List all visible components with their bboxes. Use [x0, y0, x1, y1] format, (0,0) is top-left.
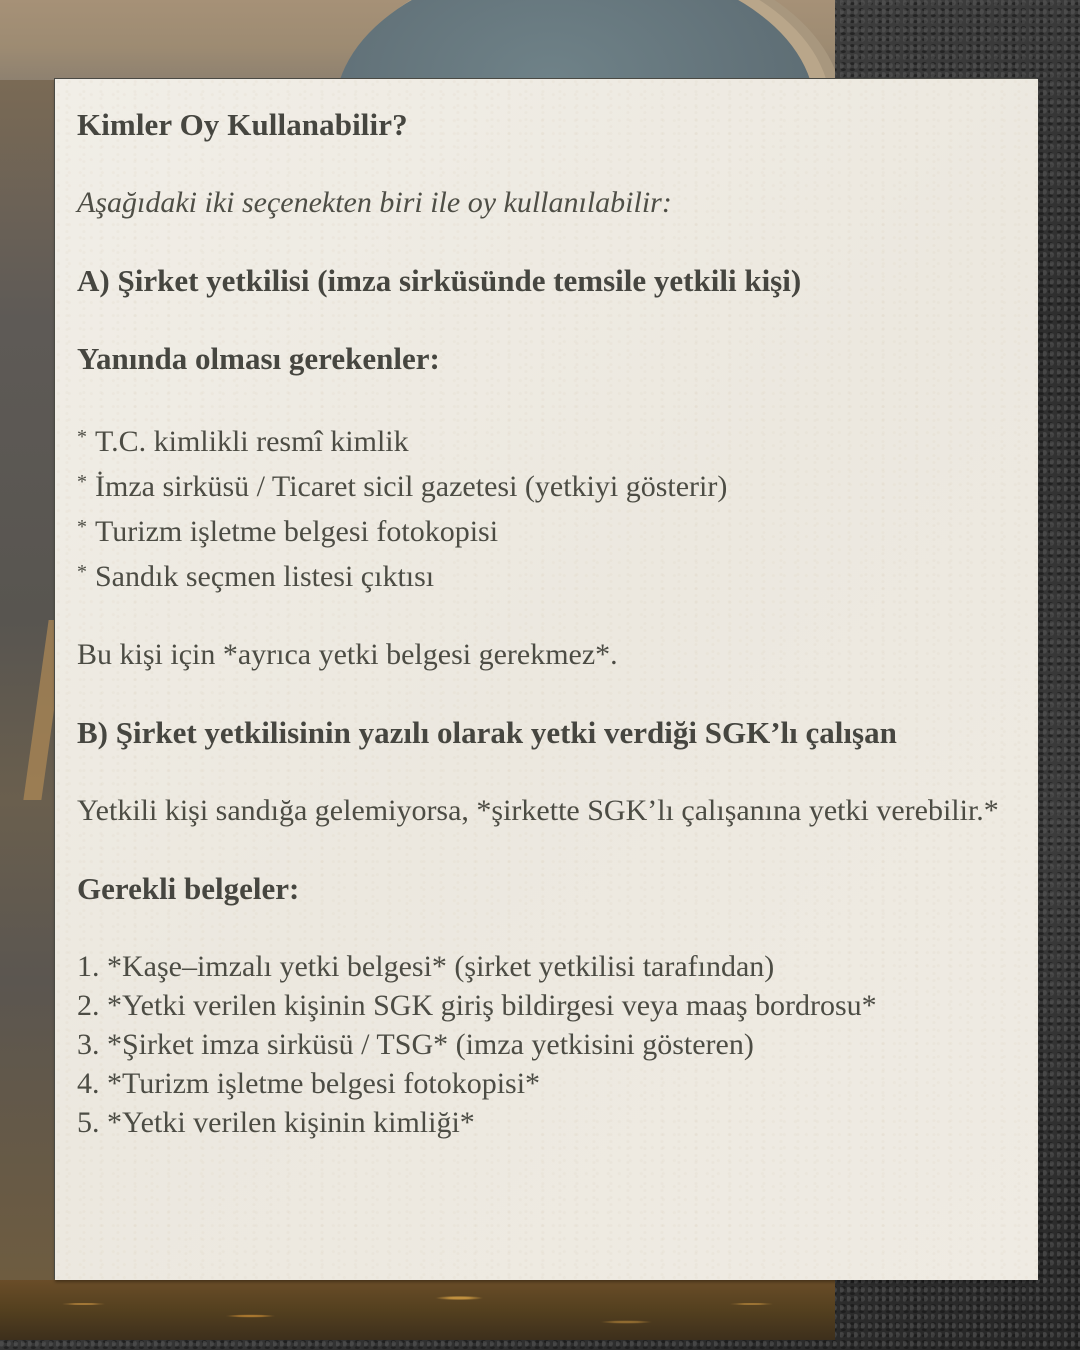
list-item-text: İmza sirküsü / Ticaret sicil gazetesi (yetkiyi gösterir) — [95, 470, 728, 503]
shrubs-strip — [0, 1280, 835, 1340]
docs-heading: Gerekli belgeler: — [77, 871, 300, 906]
option-b-heading: B) Şirket yetkilisinin yazılı olarak yetki verdiği SGK’lı çalışan — [77, 715, 897, 750]
option-a-note: Bu kişi için *ayrıca yetki belgesi gerekmez*. — [77, 638, 618, 671]
list-item — [77, 417, 1016, 462]
intro-text: Aşağıdaki iki seçenekten biri ile oy kullanılabilir: — [77, 186, 672, 219]
asterisk-icon: * — [77, 471, 87, 493]
rock-formation — [0, 80, 60, 1280]
list-item — [77, 552, 1016, 597]
option-b-paragraph: Yetkili kişi sandığa gelemiyorsa, *şirkette SGK’lı çalışanına yetki verebilir.* — [77, 794, 999, 827]
required-docs-list — [77, 947, 1016, 1142]
list-item — [77, 462, 1016, 507]
list-item: 2. *Yetki verilen kişinin SGK giriş bildirgesi veya maaş bordrosu* — [77, 989, 877, 1022]
list-item-text: T.C. kimlikli resmî kimlik — [95, 425, 409, 458]
asterisk-icon: * — [77, 561, 87, 583]
list-item: 4. *Turizm işletme belgesi fotokopisi* — [77, 1067, 541, 1100]
info-card — [55, 79, 1038, 1280]
requirements-list — [77, 417, 1016, 597]
list-item-text: Sandık seçmen listesi çıktısı — [95, 560, 435, 593]
list-item-text: Turizm işletme belgesi fotokopisi — [95, 515, 499, 548]
option-a-subheading: Yanında olması gerekenler: — [77, 341, 440, 376]
asterisk-icon: * — [77, 516, 87, 538]
list-item: 1. *Kaşe–imzalı yetki belgesi* (şirket yetkilisi tarafından) — [77, 950, 775, 983]
card-title: Kimler Oy Kullanabilir? — [77, 107, 408, 142]
list-item: 5. *Yetki verilen kişinin kimliği* — [77, 1106, 475, 1139]
list-item: 3. *Şirket imza sirküsü / TSG* (imza yetkisini gösteren) — [77, 1028, 754, 1061]
list-item — [77, 507, 1016, 552]
option-a-heading: A) Şirket yetkilisi (imza sirküsünde temsile yetkili kişi) — [77, 263, 802, 298]
asterisk-icon: * — [77, 426, 87, 448]
